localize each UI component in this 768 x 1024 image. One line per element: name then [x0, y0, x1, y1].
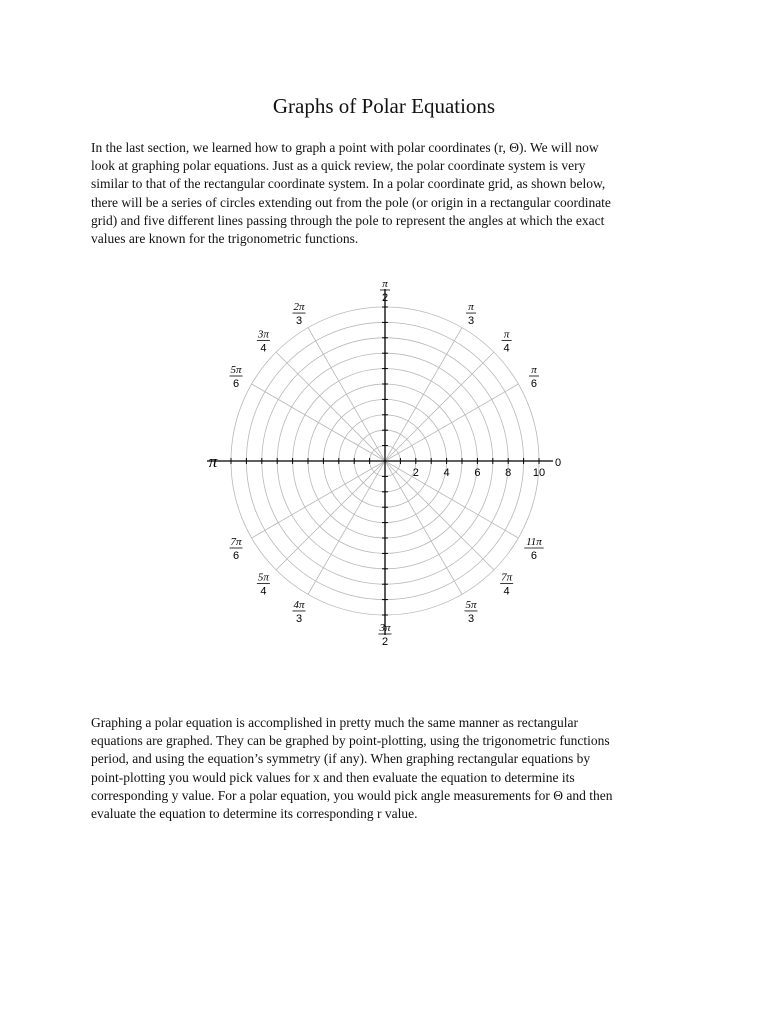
grid-ray: [308, 328, 385, 461]
intro-line: grid) and five different lines passing through the pole to represent the angles at which the exact: [91, 212, 605, 228]
angle-label: [466, 301, 476, 327]
angle-label: [293, 599, 306, 625]
angle-label-numerator: 5π: [465, 598, 477, 611]
angle-label: [257, 572, 270, 598]
body-line: corresponding y value. For a polar equation, you would pick angle measurements for Θ and then: [91, 787, 613, 803]
angle-label-numerator: 7π: [501, 571, 513, 584]
angle-label-denominator: 6: [530, 550, 538, 562]
radius-tick-label: 6: [474, 467, 481, 479]
angle-label-numerator: 2π: [293, 301, 305, 314]
angle-label-denominator: 6: [232, 550, 240, 562]
body-line: point-plotting you would pick values for x and then evaluate the equation to determine its: [91, 769, 575, 785]
angle-label: [257, 328, 270, 354]
angle-label-numerator: π: [531, 364, 537, 376]
intro-line: similar to that of the rectangular coordinate system. In a polar coordinate grid, as shown below,: [91, 176, 606, 192]
angle-label-denominator: 6: [232, 378, 240, 390]
intro-line: values are known for the trigonometric functions.: [91, 231, 359, 247]
radius-tick-label: 10: [532, 467, 546, 479]
grid-ray: [276, 352, 385, 461]
angle-label-numerator: 5π: [230, 364, 242, 376]
angle-label-numerator: π: [382, 278, 388, 290]
angle-label-numerator: 5π: [257, 571, 269, 584]
radius-tick-label: 8: [505, 467, 512, 479]
grid-ray: [308, 461, 385, 594]
grid-ray: [385, 461, 518, 538]
body-paragraph: [91, 714, 686, 823]
radius-tick-label: 4: [443, 467, 450, 479]
intro-line: look at graphing polar equations. Just as a quick review, the polar coordinate system is very: [91, 158, 586, 174]
intro-line: there will be a series of circles extending out from the pole (or origin in a rectangular coordinate: [91, 194, 611, 210]
angle-label-numerator: 7π: [230, 536, 242, 548]
angle-label: [524, 536, 544, 562]
radius-labels: [413, 467, 545, 479]
angle-label-numerator: π: [468, 301, 474, 314]
body-line: evaluate the equation to determine its corresponding r value.: [91, 806, 418, 822]
page-title: Graphs of Polar Equations: [272, 94, 496, 118]
angle-label-denominator: 4: [503, 342, 510, 355]
angle-label-denominator: 3: [295, 315, 303, 328]
angle-label-denominator: 4: [260, 342, 267, 355]
angle-label-denominator: 2: [381, 292, 389, 304]
angle-label-denominator: 2: [381, 636, 389, 648]
angle-label-denominator: 4: [260, 585, 267, 598]
angle-label-denominator: 3: [467, 612, 475, 625]
body-line: equations are graphed. They can be graphed by point-plotting, using the trigonometric functions: [91, 733, 610, 749]
angle-label-numerator: 4π: [293, 598, 305, 611]
angle-label-numerator: 3π: [379, 622, 391, 634]
radius-tick-label: 2: [412, 467, 419, 479]
grid-ray: [385, 461, 462, 594]
grid-ray: [276, 461, 385, 570]
angle-label: [529, 364, 539, 390]
angle-label-denominator: 6: [530, 378, 538, 390]
angle-label-numerator: 3π: [257, 328, 269, 341]
zero-axis-label: 0: [554, 457, 562, 469]
angle-label: [230, 364, 243, 390]
polar-coordinate-grid: [195, 255, 575, 665]
angle-label: [502, 328, 512, 354]
angle-label: [293, 301, 306, 327]
grid-ray: [252, 384, 385, 461]
angle-label: [230, 536, 243, 562]
intro-line: In the last section, we learned how to graph a point with polar coordinates (r, Θ). We will now: [91, 140, 599, 155]
angle-label-denominator: 3: [295, 612, 303, 625]
grid-ray: [385, 352, 494, 461]
grid-ray: [385, 384, 518, 461]
angle-label: [465, 599, 478, 625]
angle-label-denominator: 3: [467, 315, 475, 328]
angle-label: [500, 572, 513, 598]
body-line: Graphing a polar equation is accomplished in pretty much the same manner as rectangular: [91, 715, 578, 730]
angle-label-numerator: π: [503, 328, 510, 341]
angle-label-numerator: 11π: [526, 536, 542, 548]
pi-axis-label: π: [208, 452, 218, 471]
intro-paragraph: [91, 139, 686, 248]
grid-ray: [252, 461, 385, 538]
angle-label-denominator: 4: [503, 585, 510, 598]
grid-ray: [385, 328, 462, 461]
body-line: period, and using the equation’s symmetry (if any). When graphing rectangular equations by: [91, 751, 591, 767]
